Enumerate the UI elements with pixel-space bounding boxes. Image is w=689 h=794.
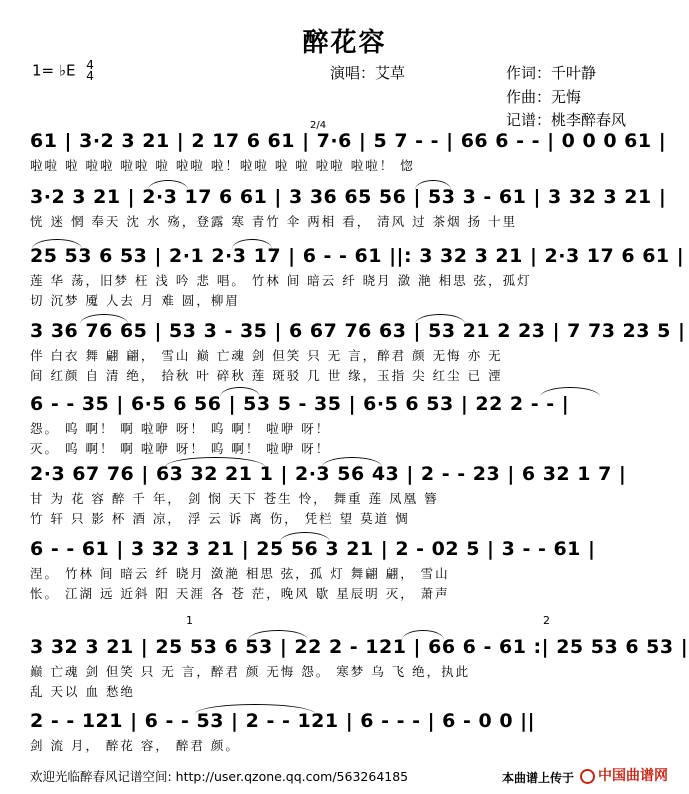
composer-credit: 作曲：无悔: [506, 88, 582, 106]
lyric-line-1: 莲 华 荡，旧梦 枉 浅 吟 悲 唱。 竹林 间 暗云 纤 晓月 潋 滟 相思 弦，孤灯: [30, 273, 532, 288]
lyric-line-1: 涅。 竹林 间 暗云 纤 晓月 潋滟 相思 弦，孤 灯 舞翩 翩， 雪山: [30, 566, 450, 581]
transcriber-credit: 记谱：桃李醉春风: [506, 111, 627, 129]
notation-line: 61 | 3·2 3 21 | 2 17 6 61 | 7·6 | 5 7 - - | 66 6 - - | 0 0 0 61 |: [30, 130, 667, 152]
time-change-marker: 2/4: [310, 120, 327, 131]
lyric-line-1: 恍 迷 惘 奉天 沈 水 殇，登露 寒 青竹 伞 两相 看， 清风 过 茶烟 扬 十里: [30, 214, 518, 229]
footer-welcome-link[interactable]: 欢迎光临醉春风记谱空间: http://user.qzone.qq.com/563264185: [30, 769, 409, 784]
time-bottom: 4: [86, 69, 94, 83]
lyric-line-2: 灭。 呜 啊！ 啊 啦咿 呀！ 呜 啊！ 啦咿 呀！: [30, 441, 331, 456]
lyric-line-2: 切 沉梦 魇 人去 月 难 圆，柳眉: [30, 293, 240, 308]
lyric-line-1: 怨。 呜 啊！ 啊 啦咿 呀！ 呜 啊！ 啦咿 呀！: [30, 421, 331, 436]
site-logo[interactable]: [580, 765, 668, 785]
notation-line: 6 - - 61 | 3 32 3 21 | 25 56 3 21 | 2 - 02 5 | 3 - - 61 |: [30, 538, 596, 560]
volta-1-label: 1: [186, 614, 193, 627]
notation-line: 25 53 6 53 | 2·1 2·3 17 | 6 - - 61 ||: 3 32 3 21 | 2·3 17 6 61 |: [30, 245, 685, 267]
lyric-line-1: 剑 流 月， 醉花 容， 醉君 颜。: [30, 738, 240, 753]
lyric-line-1: 伴 白衣 舞 翩 翩， 雪山 巅 亡魂 剑 但笑 只 无 言，醉君 颜 无悔 亦 无: [30, 348, 503, 363]
lyric-line-2: 乱 天以 血 愁绝: [30, 684, 135, 699]
lyric-line-2: 竹 轩 只 影 杯 酒 凉， 浮 云 诉 离 伤， 凭栏 望 莫道 惆: [30, 511, 410, 526]
notation-line: 3·2 3 21 | 2·3 17 6 61 | 3 36 65 56 | 53 3 - 61 | 3 32 3 21 |: [30, 186, 667, 208]
lyric-line-1: 啦啦 啦 啦啦 啦啦 啦 啦啦 啦！啦啦 啦 啦 啦啦 啦啦！ 惚: [30, 158, 415, 173]
key-signature: [32, 60, 94, 82]
notation-line: 3 32 3 21 | 25 53 6 53 | 22 2 - 121 | 66 6 - 61 :| 25 53 6 53 |: [30, 636, 689, 658]
notation-line: 2·3 67 76 | 63 32 21 1 | 2·3 56 43 | 2 - - 23 | 6 32 1 7 |: [30, 463, 627, 485]
lyric-line-2: 怅。 江湖 远 近斜 阳 天涯 各 苍 茫，晚风 歇 星辰明 灭， 萧声: [30, 586, 450, 601]
time-signature: [86, 60, 94, 82]
key-label: 1= ♭E: [32, 61, 76, 80]
lyricist-credit: 作词：千叶静: [506, 64, 597, 82]
lyric-line-2: 间 红颜 自 清 绝， 拾秋 叶 碎秋 莲 斑驳 几 世 缘，玉指 尖 红尘 已 湮: [30, 368, 503, 383]
notation-line: 2 - - 121 | 6 - - 53 | 2 - - 121 | 6 - - - | 6 - 0 0 ||: [30, 710, 536, 732]
lyric-line-1: 甘 为 花 容 醉 千 年， 剑 悯 天下 苍生 怜， 舞重 莲 凤凰 簪: [30, 491, 439, 506]
upload-note: 本曲谱上传于: [502, 771, 575, 785]
notation-line: 3 36 76 65 | 53 3 - 35 | 6 67 76 63 | 53 21 2 23 | 7 73 23 5 |: [30, 320, 686, 342]
time-top: 4: [86, 58, 94, 72]
song-title: 醉花容: [302, 28, 387, 58]
site-logo-text: 中国曲谱网: [598, 768, 668, 784]
singer-credit: 演唱：艾草: [330, 64, 406, 82]
notation-line: 6 - - 35 | 6·5 6 56 | 53 5 - 35 | 6·5 6 53 | 22 2 - - |: [30, 393, 570, 415]
lyric-line-1: 巅 亡魂 剑 但笑 只 无 言，醉君 颜 无悔 怨。 寒梦 乌 飞 绝，执此: [30, 664, 471, 679]
volta-2-label: 2: [543, 614, 550, 627]
site-logo-icon: [580, 769, 595, 784]
